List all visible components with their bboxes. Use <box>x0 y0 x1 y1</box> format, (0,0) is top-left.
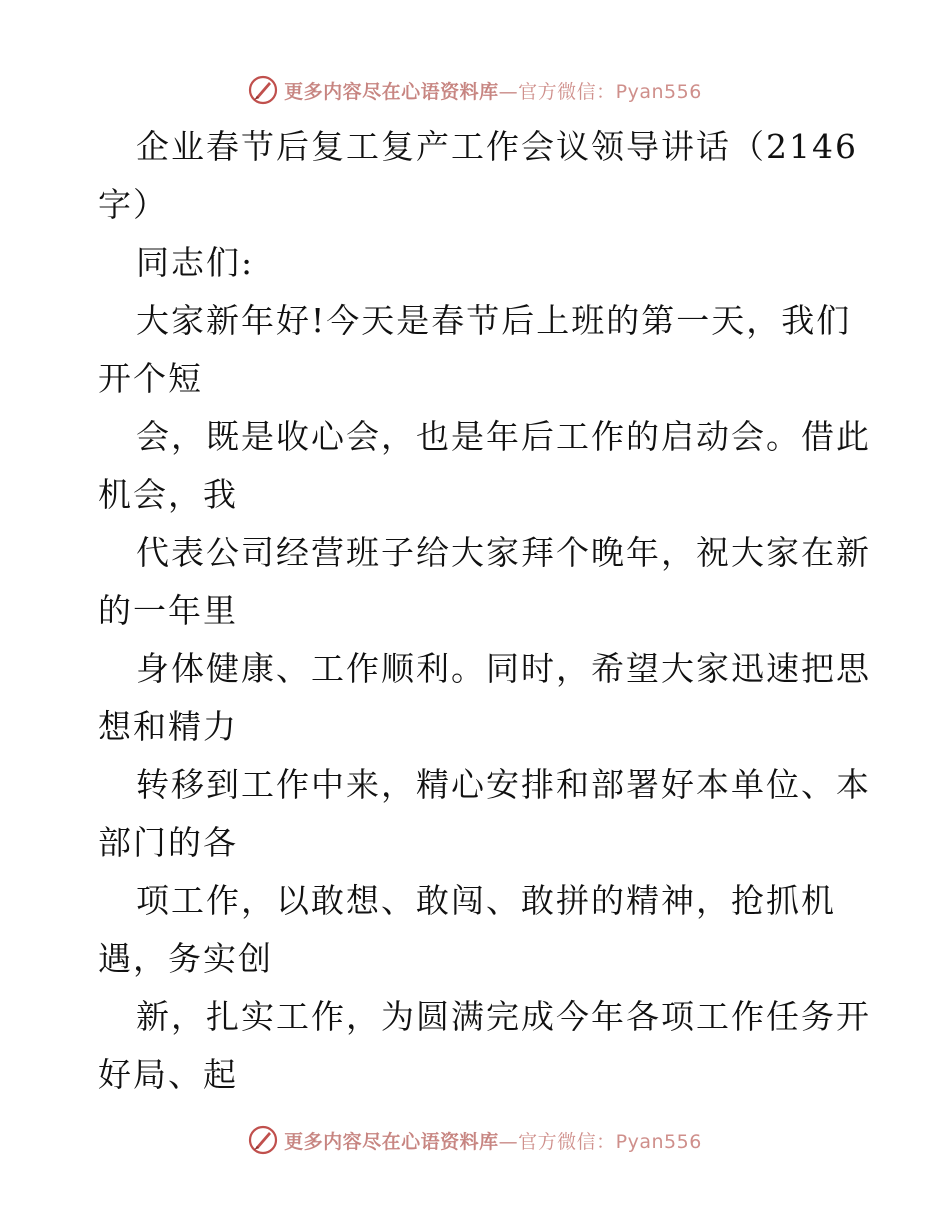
watermark-brand: 更多内容尽在心语资料库 <box>284 1130 499 1153</box>
text-line: 项工作，以敢想、敢闯、敢拼的精神，抢抓机 <box>136 881 836 920</box>
footer-watermark <box>0 1120 950 1160</box>
document-body <box>98 118 871 1104</box>
text-line: 遇，务实创 <box>98 939 273 978</box>
text-line: 机会，我 <box>98 475 238 514</box>
text-line: 代表公司经营班子给大家拜个晚年，祝大家在新 <box>136 533 871 572</box>
watermark-separator: — <box>498 80 519 103</box>
text-line: 转移到工作中来，精心安排和部署好本单位、本 <box>136 765 871 804</box>
watermark-text <box>284 77 702 104</box>
text-line: 同志们: <box>136 243 255 282</box>
text-line: 企业春节后复工复产工作会议领导讲话（2146 <box>136 127 858 166</box>
watermark-brand: 更多内容尽在心语资料库 <box>284 80 499 103</box>
text-line: 部门的各 <box>98 823 238 862</box>
text-line: 身体健康、工作顺利。同时，希望大家迅速把思 <box>136 649 871 688</box>
text-line: 字） <box>98 185 168 224</box>
quill-pen-logo-icon <box>248 1125 278 1155</box>
watermark-contact: 官方微信：Pyan556 <box>518 80 702 103</box>
header-watermark <box>0 70 950 110</box>
text-line: 开个短 <box>98 359 203 398</box>
text-line: 会，既是收心会，也是年后工作的启动会。借此 <box>136 417 871 456</box>
watermark-text <box>284 1127 702 1154</box>
text-line: 想和精力 <box>98 707 238 746</box>
quill-pen-logo-icon <box>248 75 278 105</box>
text-line: 新，扎实工作，为圆满完成今年各项工作任务开 <box>136 997 871 1036</box>
watermark-separator: — <box>498 1130 519 1153</box>
watermark-contact: 官方微信：Pyan556 <box>518 1130 702 1153</box>
text-line: 大家新年好!今天是春节后上班的第一天，我们 <box>136 301 852 340</box>
text-line: 的一年里 <box>98 591 238 630</box>
text-line: 好局、起 <box>98 1055 238 1094</box>
